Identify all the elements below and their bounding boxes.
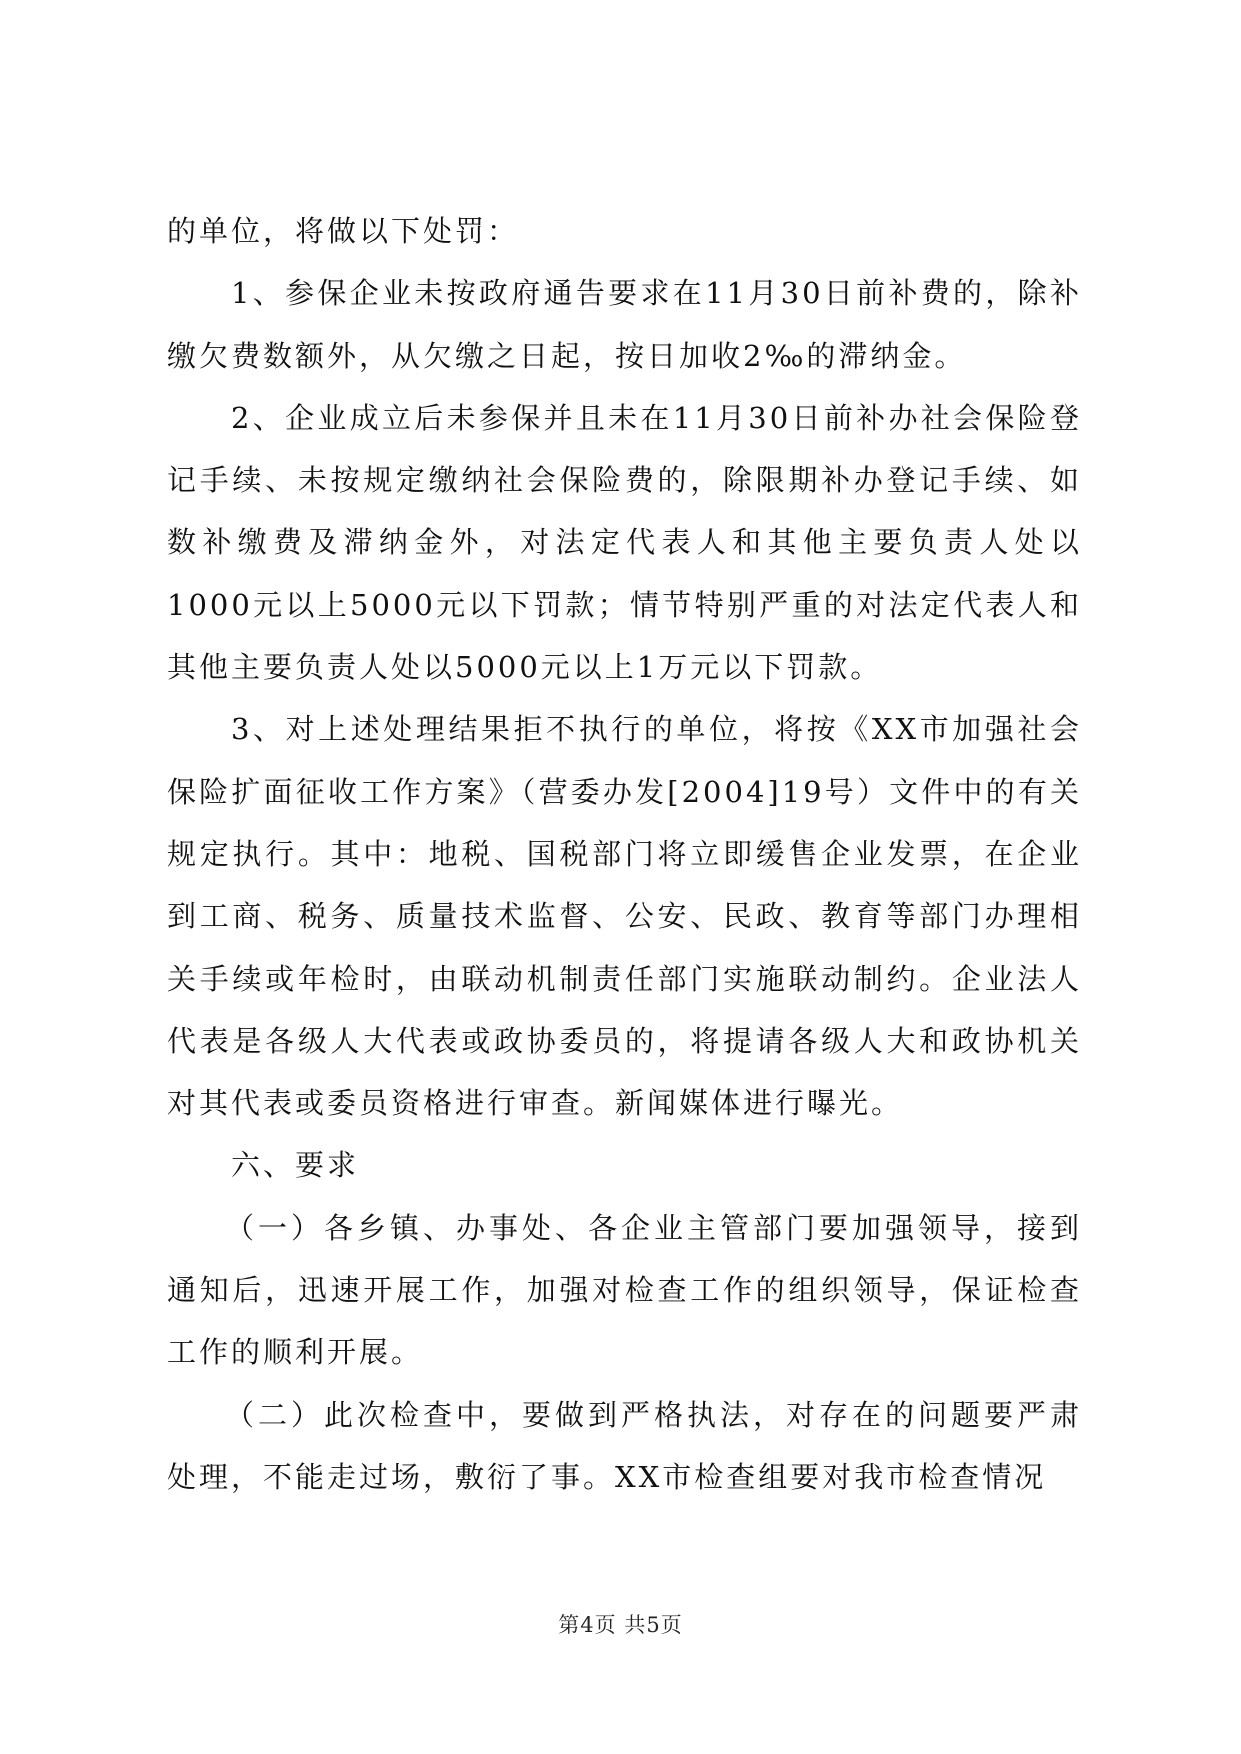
paragraph-penalty-3: 3、对上述处理结果拒不执行的单位，将按《XX市加强社会保险扩面征收工作方案》（营委办发[2004]19号）文件中的有关规定执行。其中：地税、国税部门将立即缓售企业发票，在企业到工商、税务、质量技术监督、公安、民政、教育等部门办理相关手续或年检时，由联动机制责任部门实施联动制约。企业法人代表是各级人大代表或政协委员的，将提请各级人大和政协机关对其代表或委员资格进行审查。新闻媒体进行曝光。 bbox=[167, 712, 1082, 1121]
paragraph-penalty-1: 1、参保企业未按政府通告要求在11月30日前补费的，除补缴欠费数额外，从欠缴之日起，按日加收2‰的滞纳金。 bbox=[167, 276, 1082, 373]
paragraph-continuation: 的单位，将做以下处罚： bbox=[167, 214, 520, 248]
document-body bbox=[167, 200, 1082, 1508]
section-heading-requirements: 六、要求 bbox=[231, 1148, 360, 1183]
paragraph-penalty-2: 2、企业成立后未参保并且未在11月30日前补办社会保险登记手续、未按规定缴纳社会保险费的，除限期补办登记手续、如数补缴费及滞纳金外，对法定代表人和其他主要负责人处以1000元以上5000元以下罚款；情节特别严重的对法定代表人和其他主要负责人处以5000元以上1万元以下罚款。 bbox=[167, 400, 1082, 685]
paragraph-requirement-1: （一）各乡镇、办事处、各企业主管部门要加强领导，接到通知后，迅速开展工作，加强对检查工作的组织领导，保证检查工作的顺利开展。 bbox=[167, 1210, 1082, 1370]
paragraph-requirement-2: （二）此次检查中，要做到严格执法，对存在的问题要严肃处理，不能走过场，敷衍了事。XX市检查组要对我市检查情况 bbox=[167, 1397, 1082, 1494]
page-number-footer: 第4页 共5页 bbox=[558, 1613, 683, 1637]
